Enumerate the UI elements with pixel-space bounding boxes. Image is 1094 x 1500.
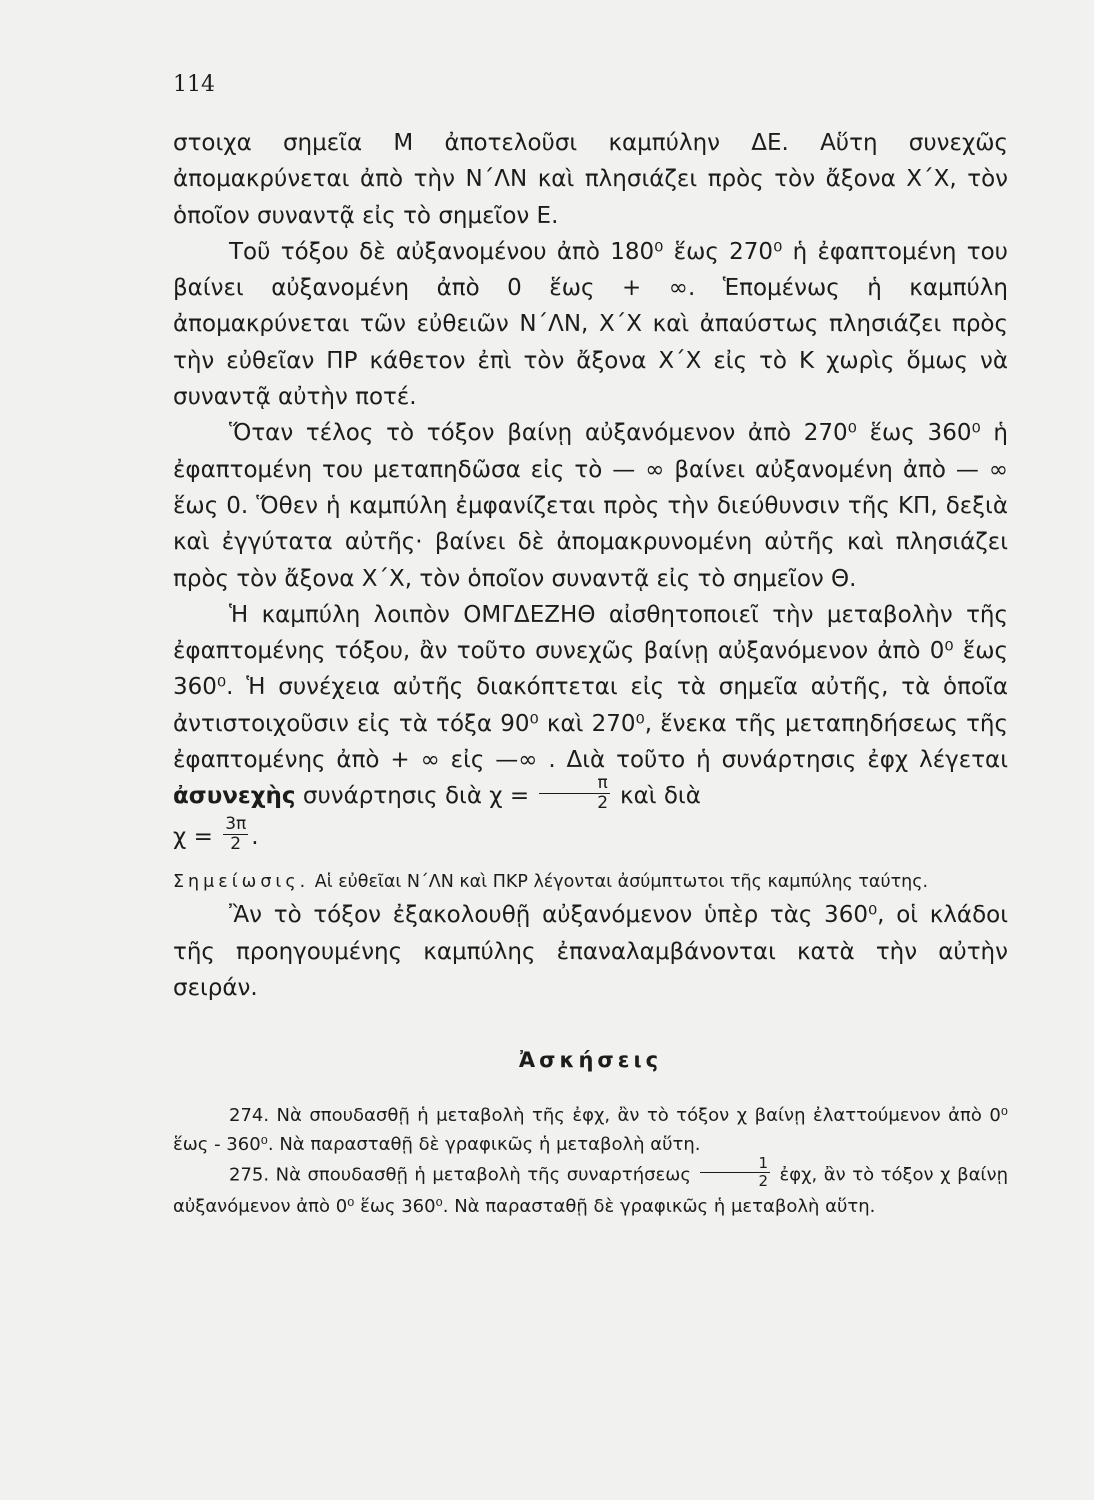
paragraph-arc-270-360: Ὅταν τέλος τὸ τόξον βαίνῃ αὐξανόμενον ἀπὸ 270⁰ ἕως 360⁰ ἡ ἐφαπτομένη του μεταπηδῶσα εἰς τὸ — ∞ βαίνει αὐξανομένη ἀπὸ — ∞ ἕως 0. Ὅθεν ἡ καμπύλη ἐμφανίζεται πρὸς τὴν διεύθυνσιν τῆς ΚΠ, δεξιὰ καὶ ἐγγύτατα αὐτῆς· βαίνει δὲ ἀπομακρυνομένη αὐτῆς καὶ πλησιάζει πρὸς τὸν ἄξονα Χ΄Χ, τὸν ὁποῖον συναντᾷ εἰς τὸ σημεῖον Θ. bbox=[173, 420, 1008, 592]
note-label: Σημείωσις. bbox=[173, 872, 310, 893]
exercise-275-text: 275. Νὰ σπουδασθῇ ἡ μεταβολὴ τῆς συναρτήσεως bbox=[229, 1164, 691, 1186]
fraction-one-half bbox=[700, 1153, 770, 1190]
page-number: 114 bbox=[173, 72, 215, 97]
discontinuity-text: Ἡ καμπύλη λοιπὸν ΟΜΓΔΕΖΗΘ αἰσθητοποιεῖ τὴν μεταβολὴν τῆς ἐφαπτομένης τόξου, ἂν τοῦτο συνεχῶς βαίνῃ αὐξανόμενον ἀπὸ 0⁰ ἕως 360⁰. Ἡ συνέχεια αὐτῆς διακόπτεται εἰς τὰ σημεῖα αὐτῆς, τὰ ὁποῖα ἀντιστοιχοῦσιν εἰς τὰ τόξα 90⁰ καὶ 270⁰, ἕνεκα τῆς μεταπηδήσεως τῆς ἐφαπτομένης ἀπὸ + ∞ εἰς —∞ . Διὰ τοῦτο ἡ συνάρτησις ἐφχ λέγεται bbox=[173, 601, 1008, 774]
fraction-3pi-over-2 bbox=[223, 816, 248, 853]
fraction-denominator: 2 bbox=[758, 1171, 768, 1190]
paragraph-arc-180-270: Τοῦ τόξου δὲ αὐξανομένου ἀπὸ 180⁰ ἕως 270⁰ ἡ ἐφαπτομένη του βαίνει αὐξανομένη ἀπὸ 0 ἕως + ∞. Ἑπομένως ἡ καμπύλη ἀπομακρύνεται τῶν εὐθειῶν Ν΄ΛΝ, Χ΄Χ καὶ ἀπαύστως πλησιάζει πρὸς τὴν εὐθεῖαν ΠΡ κάθετον ἐπὶ τὸν ἄξονα Χ΄Χ εἰς τὸ Κ χωρὶς ὅμως νὰ συναντᾷ αὐτὴν ποτέ. bbox=[173, 238, 1008, 411]
paragraph-repetition: Ἂν τὸ τόξον ἐξακολουθῇ αὐξανόμενον ὑπὲρ τὰς 360⁰, οἱ κλάδοι τῆς προηγουμένης καμπύλης ἐπαναλαμβάνονται κατὰ τὴν αὐτὴν σειράν. bbox=[173, 902, 1008, 1001]
end-dot: . bbox=[251, 824, 259, 851]
body-text bbox=[173, 125, 1008, 1221]
exercise-275 bbox=[173, 1153, 1008, 1221]
exercise-274: 274. Νὰ σπουδασθῇ ἡ μεταβολὴ τῆς ἐφχ, ἂν τὸ τόξον χ βαίνῃ ἐλαττούμενον ἀπὸ 0⁰ ἕως - 360⁰. Νὰ παρασταθῇ δὲ γραφικῶς ἡ μεταβολὴ αὕτη. bbox=[173, 1104, 1008, 1155]
fraction-denominator: 2 bbox=[597, 793, 609, 814]
note bbox=[173, 868, 1008, 897]
exercises-heading: Ἀσκήσεις bbox=[518, 1048, 663, 1073]
fraction-numerator: 1 bbox=[700, 1156, 770, 1173]
bold-term-discontinuous: ἀσυνεχὴς bbox=[173, 783, 296, 810]
paragraph-continuation: στοιχα σημεῖα Μ ἀποτελοῦσι καμπύλην ΔΕ. Αὕτη συνεχῶς ἀπομακρύνεται ἀπὸ τὴν Ν΄ΛΝ καὶ πλησιάζει πρὸς τὸν ἄξονα Χ΄Χ, τὸν ὁποῖον συναντᾷ εἰς τὸ σημεῖον Ε. bbox=[173, 130, 1008, 229]
fraction-denominator: 2 bbox=[230, 834, 242, 855]
fraction-numerator: 3π bbox=[225, 814, 247, 835]
exercise-275-text-after: ἐφχ, ἂν τὸ τόξον χ βαίνῃ αὐξανόμενον ἀπὸ 0⁰ ἕως 360⁰. Νὰ παρασταθῇ δὲ γραφικῶς ἡ μεταβολὴ αὕτη. bbox=[173, 1164, 1008, 1217]
discontinuity-text-after: συνάρτησις διὰ χ = bbox=[302, 783, 530, 810]
fraction-pi-over-2 bbox=[539, 775, 609, 812]
fraction-numerator: π bbox=[539, 775, 609, 794]
and-text: καὶ διὰ bbox=[620, 783, 701, 810]
paragraph-discontinuity bbox=[173, 597, 1008, 815]
x-equals: χ = bbox=[173, 824, 213, 851]
formula-3pi-over-2 bbox=[173, 814, 1008, 856]
note-text: Αἱ εὐθεῖαι Ν΄ΛΝ καὶ ΠΚΡ λέγονται ἀσύμπτωτοι τῆς καμπύλης ταύτης. bbox=[314, 872, 929, 893]
